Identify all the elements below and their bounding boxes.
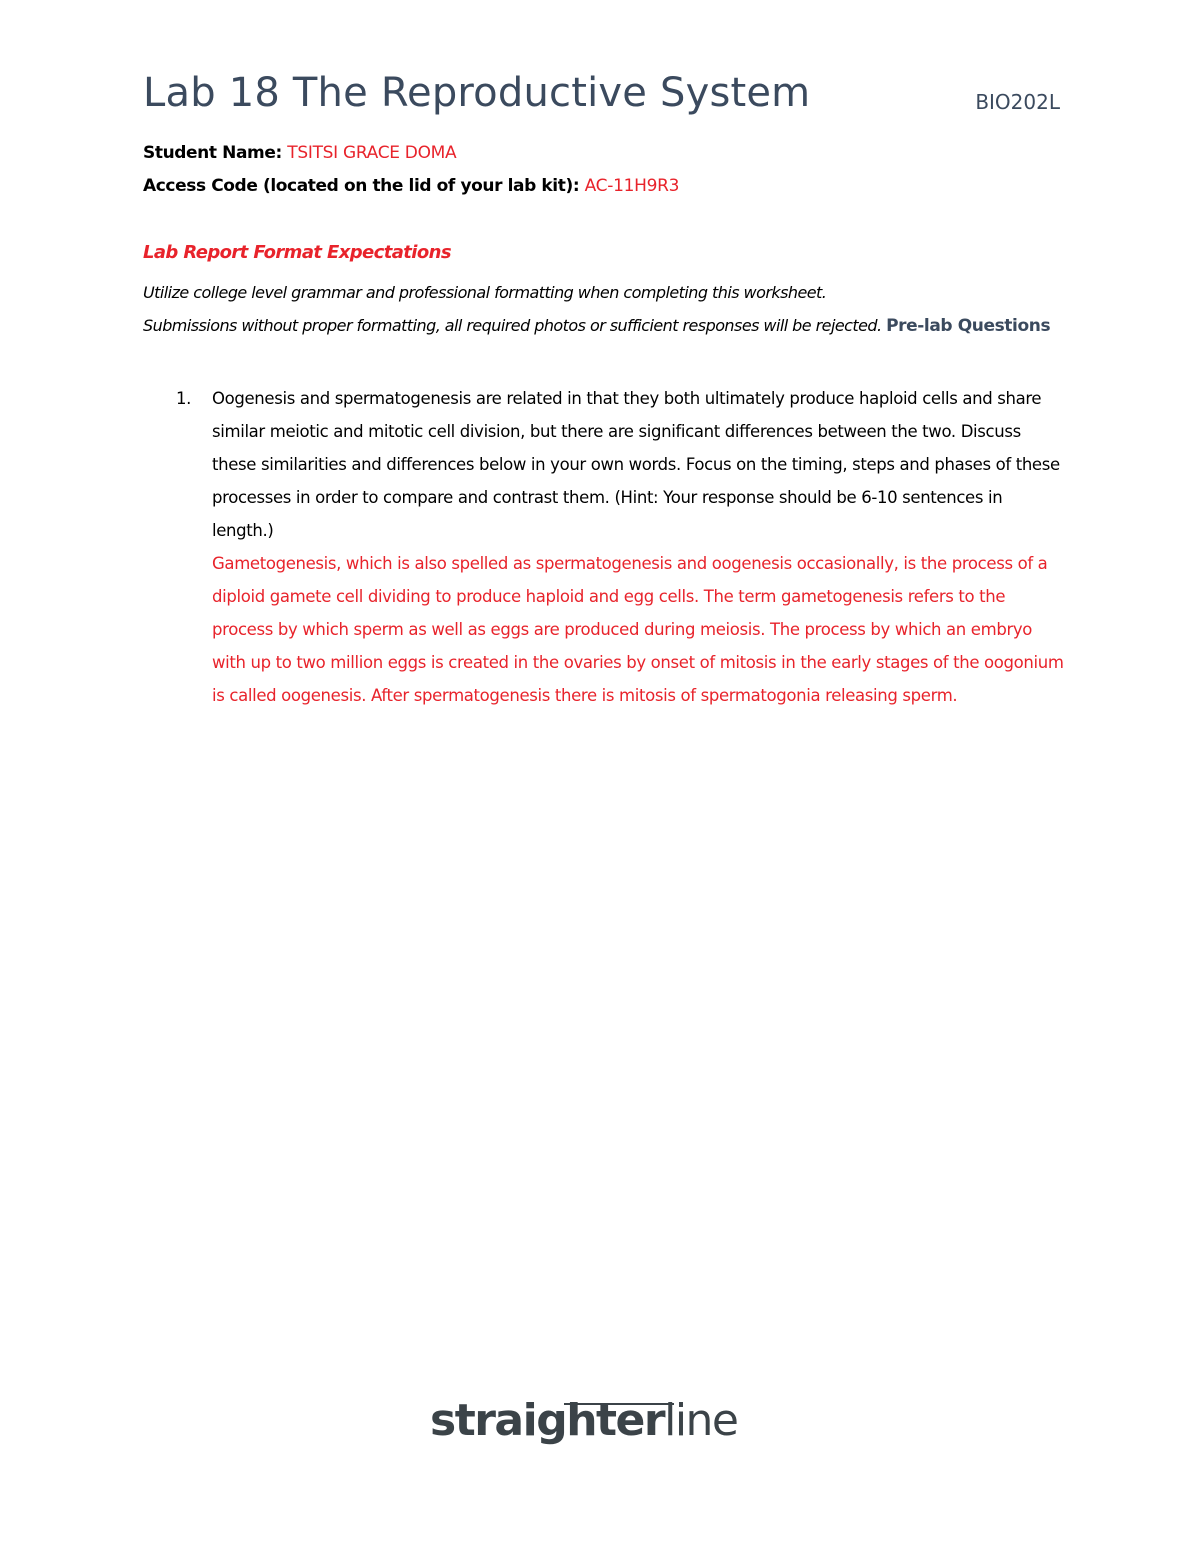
page-title: Lab 18 The Reproductive System [143,70,811,116]
straighterline-logo [430,1395,760,1465]
format-line-1: Utilize college level grammar and professional formatting when completing this worksheet. [143,283,827,302]
format-line-2: Submissions without proper formatting, all required photos or sufficient responses will be rejected. [143,316,882,335]
prelab-questions-heading: Pre-lab Questions [886,316,1051,336]
answer-text: Gametogenesis, which is also spelled as spermatogenesis and oogenesis occasionally, is the process of a diploid gamete cell dividing to produce haploid and egg cells. The term gametogenesis refers to the process by which sperm as well as eggs are produced during meiosis. The process by which an embryo with up to two million eggs is created in the ovaries by onset of mitosis in the early stages of the oogonium is called oogenesis. After spermatogenesis there is mitosis of spermatogonia releasing sperm. [212,554,1064,705]
access-code-line [143,176,679,196]
student-name-value: TSITSI GRACE DOMA [287,143,457,163]
course-code: BIO202L [975,90,1060,114]
access-code-label: Access Code (located on the lid of your lab kit): [143,176,580,196]
logo-strong-text: straighter [430,1395,665,1446]
format-expectations-text [143,276,1060,343]
student-name-label: Student Name: [143,143,282,163]
logo-wordmark [430,1395,738,1446]
title-row [143,70,1060,130]
format-expectations-heading: Lab Report Format Expectations [143,242,451,263]
access-code-value: AC-11H9R3 [584,176,680,196]
question-text: Oogenesis and spermatogenesis are related in that they both ultimately produce haploid cells and share similar meiotic and mitotic cell division, but there are significant differences between the two. Discuss these similarities and differences below in your own words. Focus on the timing, steps and phases of these processes in order to compare and contrast them. (Hint: Your response should be 6-10 sentences in length.) [212,389,1060,540]
logo-light-text: line [664,1395,738,1446]
question-item [176,382,1066,712]
question-number: 1. [176,389,192,408]
student-name-line [143,143,456,163]
question-body [212,382,1066,712]
